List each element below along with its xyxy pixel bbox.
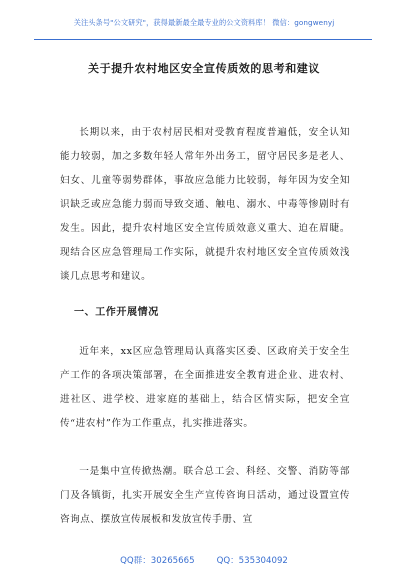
section-heading: 一、工作开展情况	[74, 307, 159, 318]
footer-qq-group: QQ群：30265665	[120, 556, 195, 566]
header-divider	[34, 39, 372, 40]
document-title: 关于提升农村地区安全宣传质效的思考和建议	[88, 62, 320, 75]
paragraph-point-one: 一是集中宣传掀热潮。联合总工会、科经、交警、消防等部门及各镇街，扎实开展安全生产宣传咨询日活动，通过设置宣传咨询点、摆放宣传展板和发放宣传手册、宣	[60, 466, 350, 525]
paragraph-overview: 近年来，xx区应急管理局认真落实区委、区政府关于安全生产工作的各项决策部署，在全面推进安全教育进企业、进农村、进社区、进学校、进家庭的基础上，结合区情实际，把安全宣传“进农村”作为工作重点，扎实推进落实。	[60, 346, 350, 429]
footer-contact	[0, 554, 408, 568]
paragraph-intro: 长期以来，由于农村居民相对受教育程度普遍低，安全认知能力较弱，加之多数年轻人常年外出务工，留守居民多是老人、妇女、儿童等弱势群体，事故应急能力比较弱，每年因为安全知识缺乏或应急能力弱而导致交通、触电、溺水、中毒等惨剧时有发生。因此，提升农村地区安全宣传质效意义重大、迫在眉睫。现结合区应急管理局工作实际，就提升农村地区安全宣传质效浅谈几点思考和建议。	[60, 127, 350, 282]
footer-qq-number: QQ：535304092	[216, 556, 288, 566]
header-promo-note: 关注头条号"公文研究"，获得最新最全最专业的公文资料库！ 微信：gongwenyj	[73, 18, 335, 27]
